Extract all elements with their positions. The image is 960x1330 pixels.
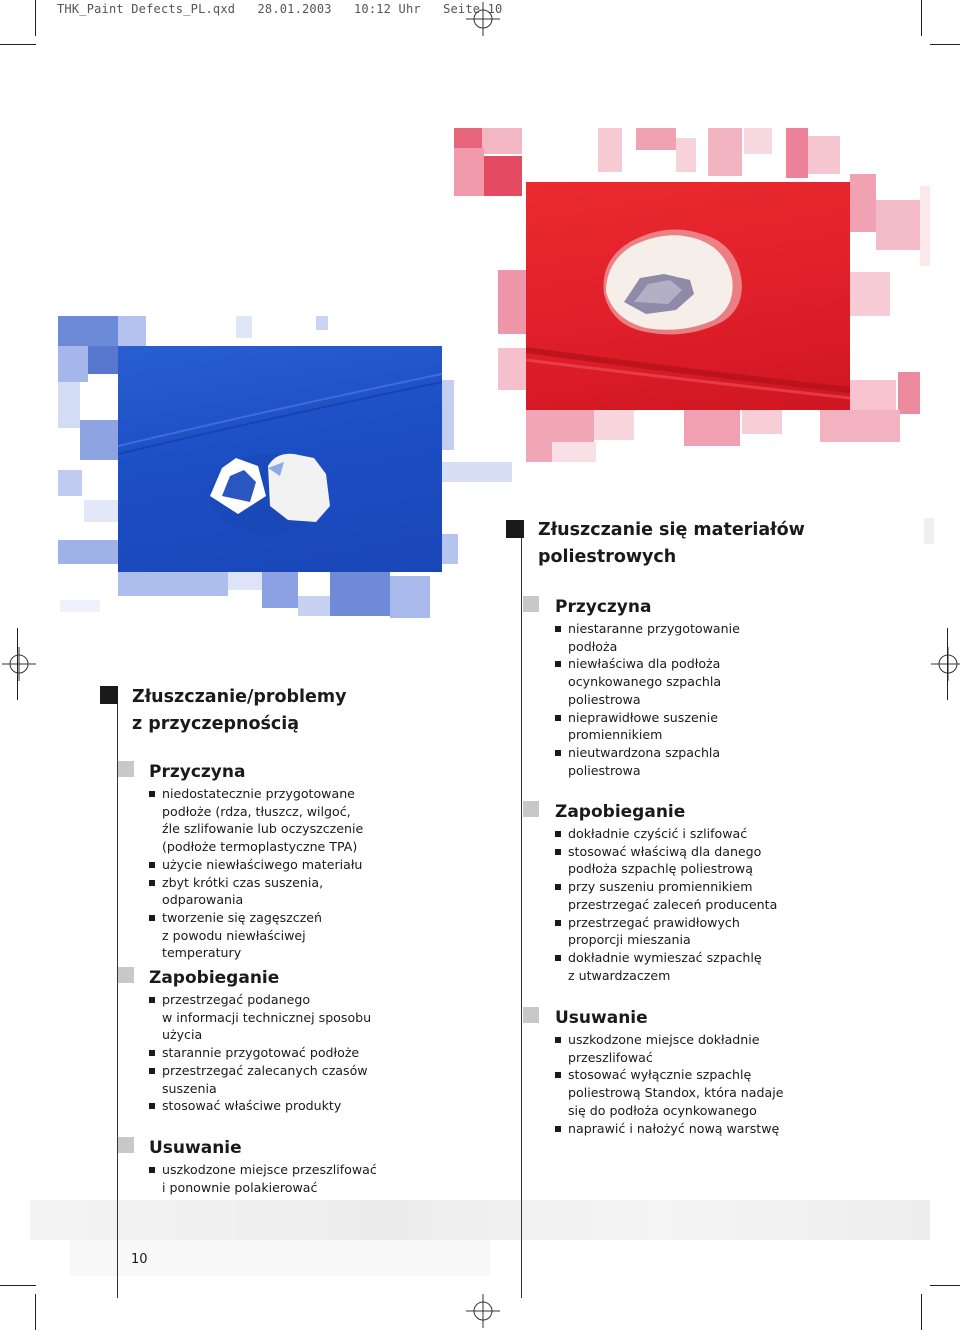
file-slug-line: THK_Paint Defects_PL.qxd 28.01.2003 10:12 Uhr Seite 10: [57, 2, 503, 16]
right-cause-heading: Przyczyna: [555, 597, 652, 617]
section-title-left-line1: Złuszczanie/problemy: [132, 687, 347, 707]
list-item: niewłaściwa dla podłoża ocynkowanego szpachla poliestrowa: [555, 655, 785, 708]
list-item: uszkodzone miejsce przeszlifować i ponownie polakierować: [149, 1161, 379, 1196]
bottom-decor-band: [30, 1200, 930, 1240]
subheading-marker: [523, 596, 539, 612]
side-rule-right: [947, 628, 948, 700]
subheading-marker: [523, 1007, 539, 1023]
left-prevention-heading: Zapobieganie: [149, 968, 280, 988]
right-edge-block: [924, 518, 934, 544]
list-item: niedostatecznie przygotowane podłoże (rdza, tłuszcz, wilgoć, źle szlifowanie lub oczyszczenie (podłoże termoplastyczne TPA): [149, 785, 379, 856]
crop-mark-bottom-left-v: [35, 1294, 36, 1330]
left-cause-list: [149, 785, 379, 962]
right-prevention-heading: Zapobieganie: [555, 802, 686, 822]
section-title-left: [132, 684, 347, 738]
crop-mark-bottom-right-h: [930, 1285, 960, 1286]
list-item: nieprawidłowe suszenie promiennikiem: [555, 709, 785, 744]
left-prevention-list: [149, 991, 379, 1115]
list-item: stosować właściwe produkty: [149, 1097, 379, 1115]
page-number: 10: [131, 1252, 148, 1267]
red-panel-photo: [526, 182, 850, 410]
right-prevention-list: [555, 825, 785, 984]
list-item: przestrzegać podanego w informacji technicznej sposobu użycia: [149, 991, 379, 1044]
crop-mark-top-left-v: [35, 0, 36, 36]
blue-panel-photo: [118, 346, 442, 572]
subheading-marker: [118, 967, 134, 983]
list-item: przestrzegać prawidłowych proporcji mieszania: [555, 914, 785, 949]
registration-mark-right-icon: [931, 647, 960, 681]
list-item: stosować właściwą dla danego podłoża szpachlę poliestrową: [555, 843, 785, 878]
left-removal-list: [149, 1161, 379, 1196]
list-item: przestrzegać zalecanych czasów suszenia: [149, 1062, 379, 1097]
list-item: stosować wyłącznie szpachlę poliestrową Standox, która nadaje się do podłoża ocynkowanego: [555, 1066, 785, 1119]
list-item: naprawić i nałożyć nową warstwę: [555, 1120, 785, 1138]
right-removal-list: [555, 1031, 785, 1137]
list-item: dokładnie czyścić i szlifować: [555, 825, 785, 843]
crop-mark-bottom-left-h: [0, 1285, 36, 1286]
list-item: nieutwardzona szpachla poliestrowa: [555, 744, 785, 779]
crop-mark-top-right-v: [921, 0, 922, 36]
crop-mark-top-left-h: [0, 44, 36, 45]
list-item: starannie przygotować podłoże: [149, 1044, 379, 1062]
section-title-left-line2: z przyczepnością: [132, 714, 300, 734]
subheading-marker: [118, 761, 134, 777]
section-marker-left: [100, 686, 118, 704]
subheading-marker: [118, 1137, 134, 1153]
subheading-marker: [523, 801, 539, 817]
list-item: przy suszeniu promiennikiem przestrzegać zaleceń producenta: [555, 878, 785, 913]
list-item: dokładnie wymieszać szpachlę z utwardzaczem: [555, 949, 785, 984]
list-item: zbyt krótki czas suszenia, odparowania: [149, 874, 379, 909]
list-item: uszkodzone miejsce dokładnie przeszlifować: [555, 1031, 785, 1066]
paint-flake-damage-icon: [118, 346, 442, 572]
right-removal-heading: Usuwanie: [555, 1008, 648, 1028]
section-title-right-line2: poliestrowych: [538, 547, 677, 567]
list-item: niestaranne przygotowanie podłoża: [555, 620, 785, 655]
registration-mark-top-icon: [466, 2, 500, 36]
section-title-right: [538, 517, 805, 571]
crop-mark-top-right-h: [930, 44, 960, 45]
left-cause-heading: Przyczyna: [149, 762, 246, 782]
crop-mark-bottom-right-v: [921, 1294, 922, 1330]
section-marker-right: [506, 520, 524, 538]
right-column-rule: [521, 528, 522, 1298]
left-column-rule: [117, 698, 118, 1298]
side-rule-left: [17, 628, 18, 700]
polyester-filler-flake-icon: [526, 182, 850, 410]
section-title-right-line1: Złuszczanie się materiałów: [538, 520, 805, 540]
list-item: tworzenie się zagęszczeń z powodu niewłaściwej temperatury: [149, 909, 379, 962]
list-item: użycie niewłaściwego materiału: [149, 856, 379, 874]
left-removal-heading: Usuwanie: [149, 1138, 242, 1158]
registration-mark-bottom-icon: [466, 1294, 500, 1328]
registration-mark-left-icon: [2, 647, 36, 681]
right-cause-list: [555, 620, 785, 779]
